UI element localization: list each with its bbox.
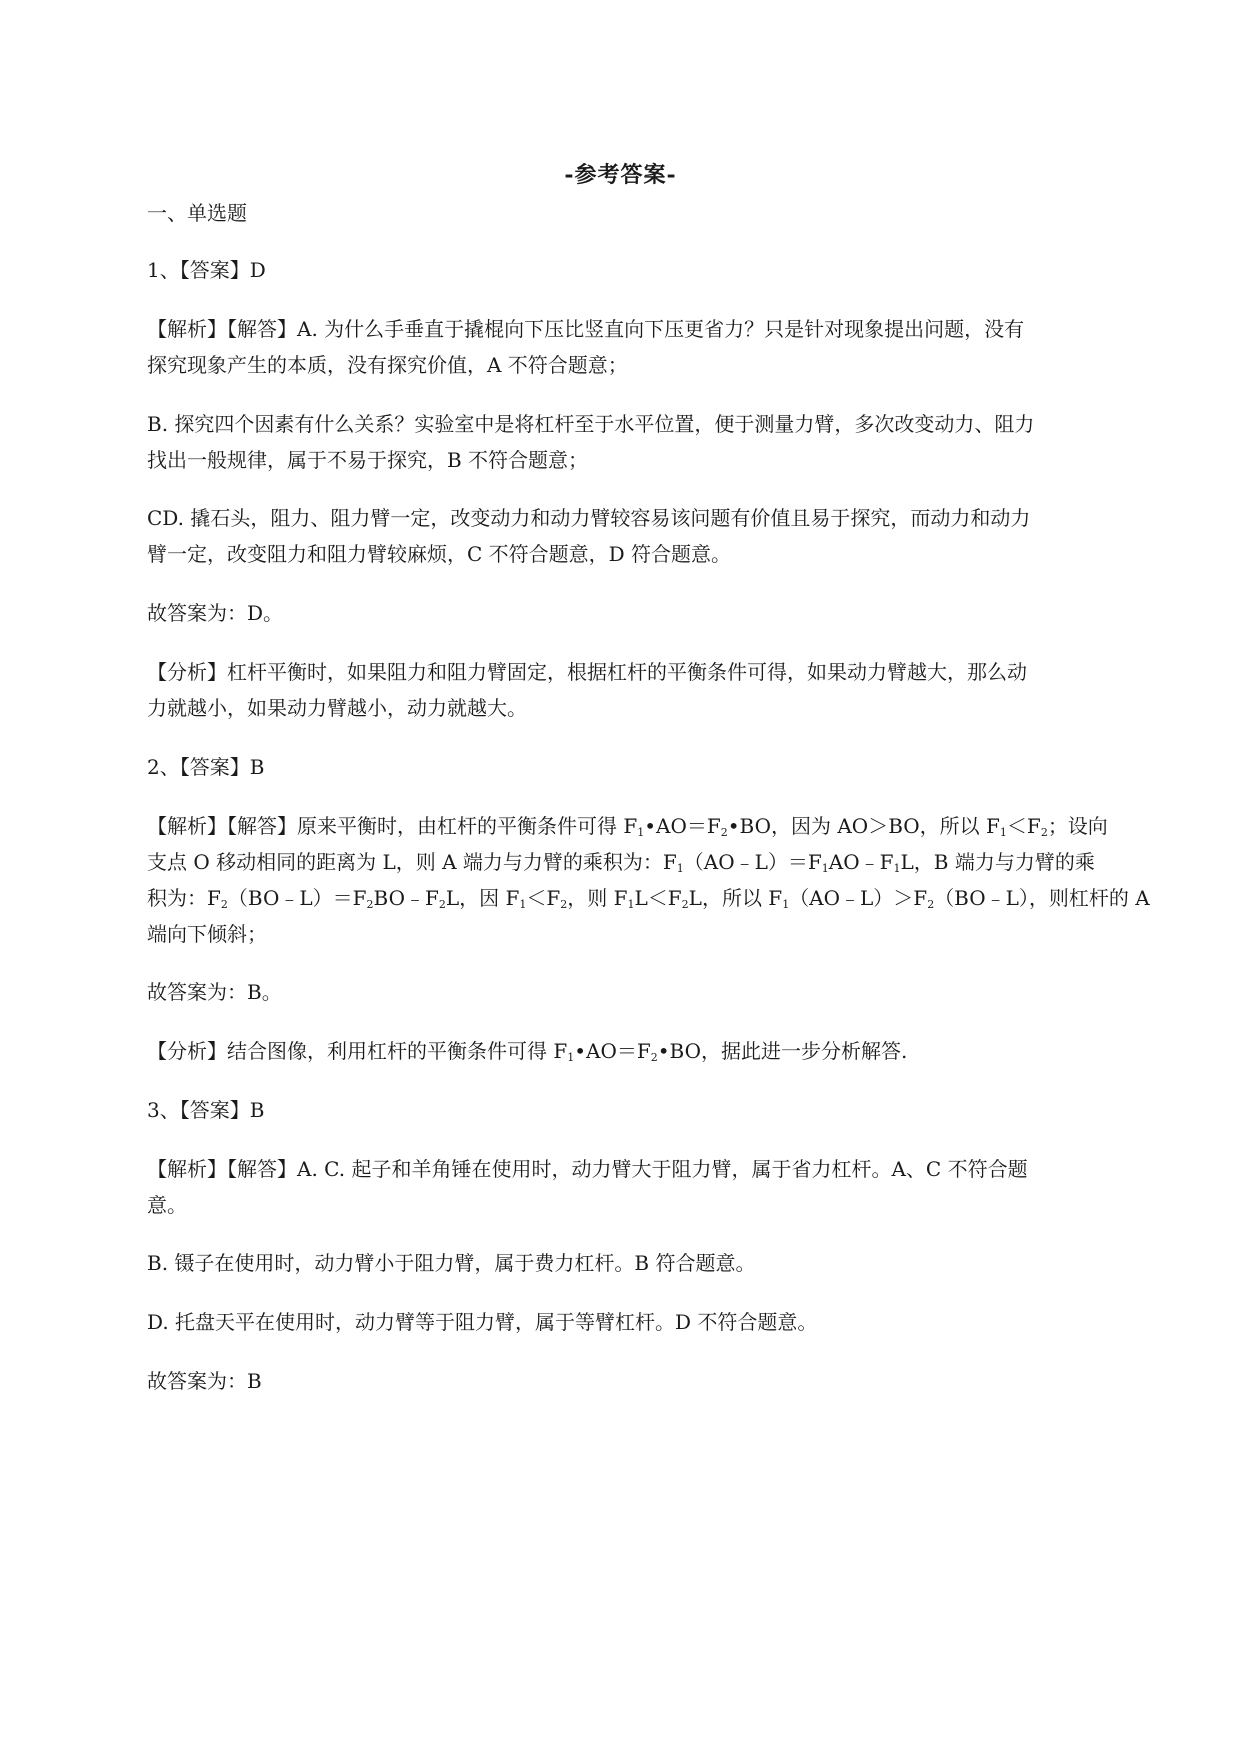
q2-analysis-line2: 支点 O 移动相同的距离为 L，则 A 端力与力臂的乘积为：$F_1(AO﹣L)=F_1AO﹣F_1L$，B 端力与力臂的乘 xyxy=(147,850,1095,875)
q1-cd-line1: CD. 撬石头，阻力、阻力臂一定，改变动力和动力臂较容易该问题有价值且易于探究，而动力和动力 xyxy=(147,506,1031,530)
q3-analysis-line1: 【解析】【解答】A. C. 起子和羊角锤在使用时，动力臂大于阻力臂，属于省力杠杆。A、C 不符合题 xyxy=(147,1157,1028,1181)
q1-conclusion: 故答案为：D。 xyxy=(147,601,284,625)
q1-b-line1: B. 探究四个因素有什么关系？实验室中是将杠杆至于水平位置，便于测量力臂，多次改变动力、阻力 xyxy=(147,412,1035,436)
q2-answer: 2、【答案】B xyxy=(147,755,265,779)
q1-b-line2: 找出一般规律，属于不易于探究，B 不符合题意； xyxy=(147,448,589,472)
q2-analysis-line1: 【解析】【解答】原来平衡时，由杠杆的平衡条件可得 $F_1•AO=F_2•BO$，因为 AO＞BO，所以 $F_1<F_2$；设向 xyxy=(147,814,1108,839)
q2-analysis-line3: 积为：$F_2(BO﹣L)=F_2BO﹣F_2L$，因 $F_1<F_2$，则 $F_1L<F_2L$，所以 $F_1(AO﹣L)>F_2(BO﹣L)$，则杠杆的 A xyxy=(147,886,1150,911)
q1-fenxi-line2: 力就越小，如果动力臂越小，动力就越大。 xyxy=(147,696,527,720)
q1-analysis-line1: 【解析】【解答】A. 为什么手垂直于撬棍向下压比竖直向下压更省力？只是针对现象提出问题，没有 xyxy=(147,317,1025,341)
q3-b-line: B. 镊子在使用时，动力臂小于阻力臂，属于费力杠杆。B 符合题意。 xyxy=(147,1251,756,1275)
q1-analysis-line2: 探究现象产生的本质，没有探究价值，A 不符合题意； xyxy=(147,353,628,377)
q3-conclusion: 故答案为：B xyxy=(147,1369,262,1393)
q1-answer: 1、【答案】D xyxy=(147,258,266,282)
q3-answer: 3、【答案】B xyxy=(147,1098,265,1122)
q1-fenxi-line1: 【分析】杠杆平衡时，如果阻力和阻力臂固定，根据杠杆的平衡条件可得，如果动力臂越大，那么动 xyxy=(147,660,1027,684)
q1-cd-line2: 臂一定，改变阻力和阻力臂较麻烦，C 不符合题意，D 符合题意。 xyxy=(147,542,732,566)
q2-analysis-line4: 端向下倾斜； xyxy=(147,922,267,946)
q2-fenxi: 【分析】结合图像，利用杠杆的平衡条件可得 $F_1•AO=F_2•BO$，据此进一步分析解答. xyxy=(147,1039,908,1064)
page-title: -参考答案- xyxy=(564,162,677,188)
q3-d-line: D. 托盘天平在使用时，动力臂等于阻力臂，属于等臂杠杆。D 不符合题意。 xyxy=(147,1310,818,1334)
q2-conclusion: 故答案为：B。 xyxy=(147,980,282,1004)
q3-analysis-line2: 意。 xyxy=(147,1193,187,1217)
section-heading: 一、单选题 xyxy=(147,201,247,225)
